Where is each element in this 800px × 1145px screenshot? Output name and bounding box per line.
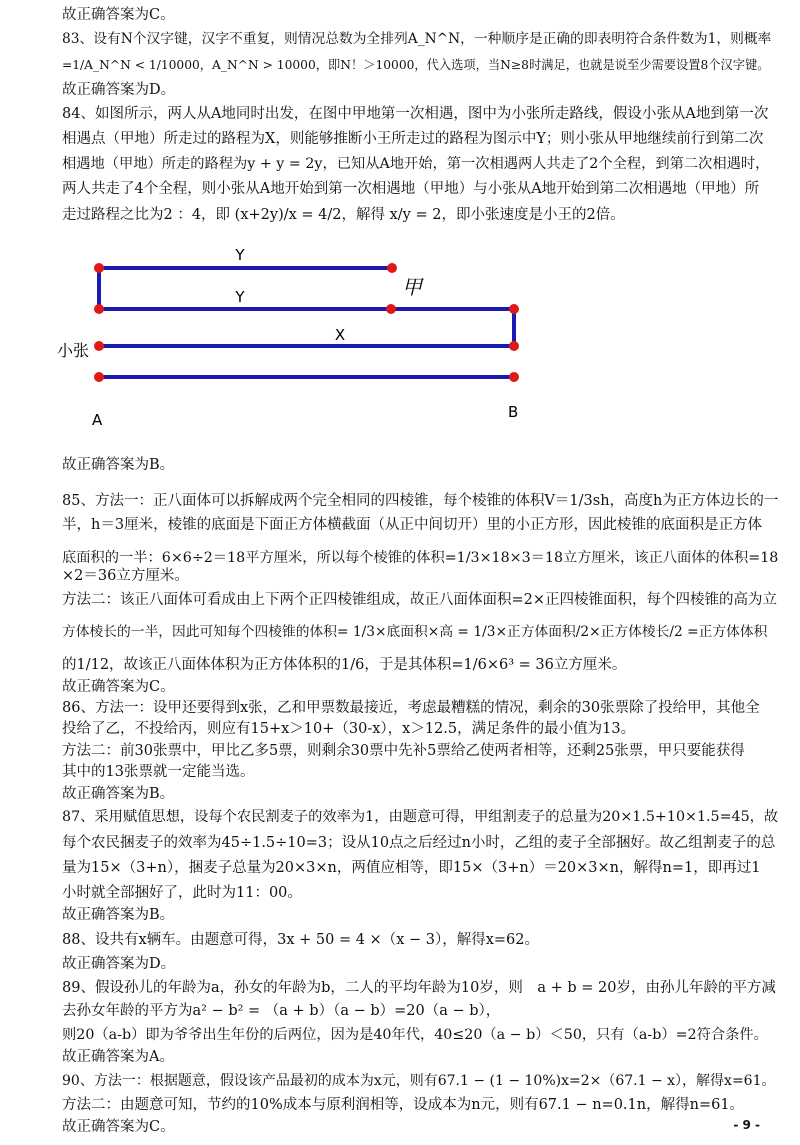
route-lines <box>99 268 514 377</box>
text-line: 底面积的一半：6×6÷2＝18平方厘米，所以每个棱锥的体积=1/3×18×3＝18立方厘米，该正八面体的体积=18 <box>62 550 779 566</box>
point <box>94 304 104 314</box>
text-line: 方体棱长的一半，因此可知每个四棱锥的体积= 1/3×底面积×高 = 1/3×正方体面积/2×正方体棱长/2 =正方体体积 <box>62 624 768 640</box>
text-line: 89、假设孙儿的年龄为a，孙女的年龄为b，二人的平均年龄为10岁，则 a + b = 20岁，由孙儿年龄的平方减 <box>62 980 776 996</box>
label-b: B <box>508 403 519 421</box>
text-line: 故正确答案为C。 <box>62 679 175 695</box>
text-line: 故正确答案为C。 <box>62 1119 175 1135</box>
text-line: 故正确答案为D。 <box>62 956 176 972</box>
text-line: 故正确答案为B。 <box>62 786 175 802</box>
text-line: 量为15×（3+n），捆麦子总量为20×3×n，两值应相等，即15×（3+n）＝20×3×n，解得n=1，即再过1 <box>62 860 761 876</box>
text-line: 相遇点（甲地）所走过的路程为X，则能够推断小王所走过的路程为图示中Y；则小张从甲地继续前行到第二次 <box>62 131 764 147</box>
text-line: 方法二：该正八面体可看成由上下两个正四棱锥组成，故正八面体面积=2×正四棱锥面积，每个四棱锥的高为立 <box>62 592 778 608</box>
route-diagram <box>0 240 800 440</box>
label-x: X <box>334 326 346 344</box>
text-line: 故正确答案为A。 <box>62 1049 174 1065</box>
text-line: 相遇地（甲地）所走的路程为y + y = 2y，已知从A地开始，第一次相遇两人共走了2个全程，到第二次相遇时， <box>62 156 770 172</box>
point <box>509 341 519 351</box>
text-line: 故正确答案为B。 <box>62 907 175 923</box>
text-line: 每个农民捆麦子的效率为45÷1.5÷10=3；设从10点之后经过n小时，乙组的麦子全部捆好。故乙组割麦子的总 <box>62 835 776 851</box>
text-line: 则20（a-b）即为爷爷出生年份的后两位，因为是40年代，40≤20（a − b）＜50，只有（a-b）=2符合条件。 <box>62 1027 768 1043</box>
text-line: 84、如图所示，两人从A地同时出发，在图中甲地第一次相遇，图中为小张所走路线，假设小张从A地到第一次 <box>62 106 769 122</box>
text-line: 的1/12，故该正八面体体积为正方体体积的1/6，于是其体积=1/6×6³ = 36立方厘米。 <box>62 657 627 673</box>
page-number: - 9 - <box>733 1118 760 1132</box>
text-line: 两人共走了4个全程，则小张从A地开始到第一次相遇地（甲地）与小张从A地开始到第二次相遇地（甲地）所 <box>62 181 760 197</box>
point <box>94 263 104 273</box>
text-line: 88、设共有x辆车。由题意可得，3x + 50 = 4 ×（x − 3），解得x=62。 <box>62 932 539 948</box>
text-line: 方法二：前30张票中，甲比乙多5票，则剩余30票中先补5票给乙使两者相等，还剩25张票，甲只要能获得 <box>62 743 745 759</box>
text-line: 83、设有N个汉字键，汉字不重复，则情况总数为全排列A_N^N，一种顺序是正确的即表明符合条件数为1，则概率 <box>62 31 772 47</box>
label-y-mid: Y <box>235 288 245 306</box>
label-xiaozhang: 小张 <box>57 341 90 360</box>
route-points <box>94 263 519 382</box>
label-y-top: Y <box>235 246 245 264</box>
text-line: 故正确答案为C。 <box>62 7 175 23</box>
text-line: 87、采用赋值思想，设每个农民割麦子的效率为1，由题意可得，甲组割麦子的总量为20×1.5+10×1.5=45，故 <box>62 809 779 825</box>
text-line: 85、方法一：正八面体可以拆解成两个完全相同的四棱锥，每个棱锥的体积V＝1/3sh，高度h为正方体边长的一 <box>62 493 779 509</box>
text-line: 90、方法一：根据题意，假设该产品最初的成本为x元，则有67.1 − (1 − 10%)x=2×（67.1 − x），解得x=61。 <box>62 1073 776 1089</box>
point-b <box>509 372 519 382</box>
text-line: 小时就全部捆好了，此时为11：00。 <box>62 885 302 901</box>
text-line: ×2＝36立方厘米。 <box>62 568 189 584</box>
text-line: 半，h＝3厘米，棱锥的底面是下面正方体横截面（从正中间切开）里的小正方形，因此棱锥的底面积是正方体 <box>62 517 763 533</box>
text-line: 方法二：由题意可知，节约的10%成本与原利润相等，设成本为n元，则有67.1 − n=0.1n，解得n=61。 <box>62 1097 745 1113</box>
text-line: 走过路程之比为2 ：4，即 (x+2y)/x = 4/2，解得 x/y = 2，即小张速度是小王的2倍。 <box>62 207 625 223</box>
point <box>509 304 519 314</box>
point-jia <box>386 304 396 314</box>
label-a: A <box>92 411 103 429</box>
text-line: =1/A_N^N < 1/10000，A_N^N > 10000，即N！＞10000，代入选项，当N≥8时满足，也就是说至少需要设置8个汉字键。 <box>62 58 770 72</box>
point <box>387 263 397 273</box>
point-a <box>94 372 104 382</box>
text-line: 86、方法一：设甲还要得到x张，乙和甲票数最接近，考虑最糟糕的情况，剩余的30张票除了投给甲，其他全 <box>62 700 760 716</box>
text-line: 投给了乙，不投给丙，则应有15+x＞10+（30-x），x＞12.5，满足条件的最小值为13。 <box>62 721 636 737</box>
text-line: 其中的13张票就一定能当选。 <box>62 764 255 780</box>
point <box>94 341 104 351</box>
text-line: 去孙女年龄的平方为a² − b² = （a + b）（a − b）=20（a − b）， <box>62 1003 501 1019</box>
text-line: 故正确答案为B。 <box>62 457 175 473</box>
label-jia: 甲 <box>402 275 422 299</box>
text-line: 故正确答案为D。 <box>62 82 176 98</box>
